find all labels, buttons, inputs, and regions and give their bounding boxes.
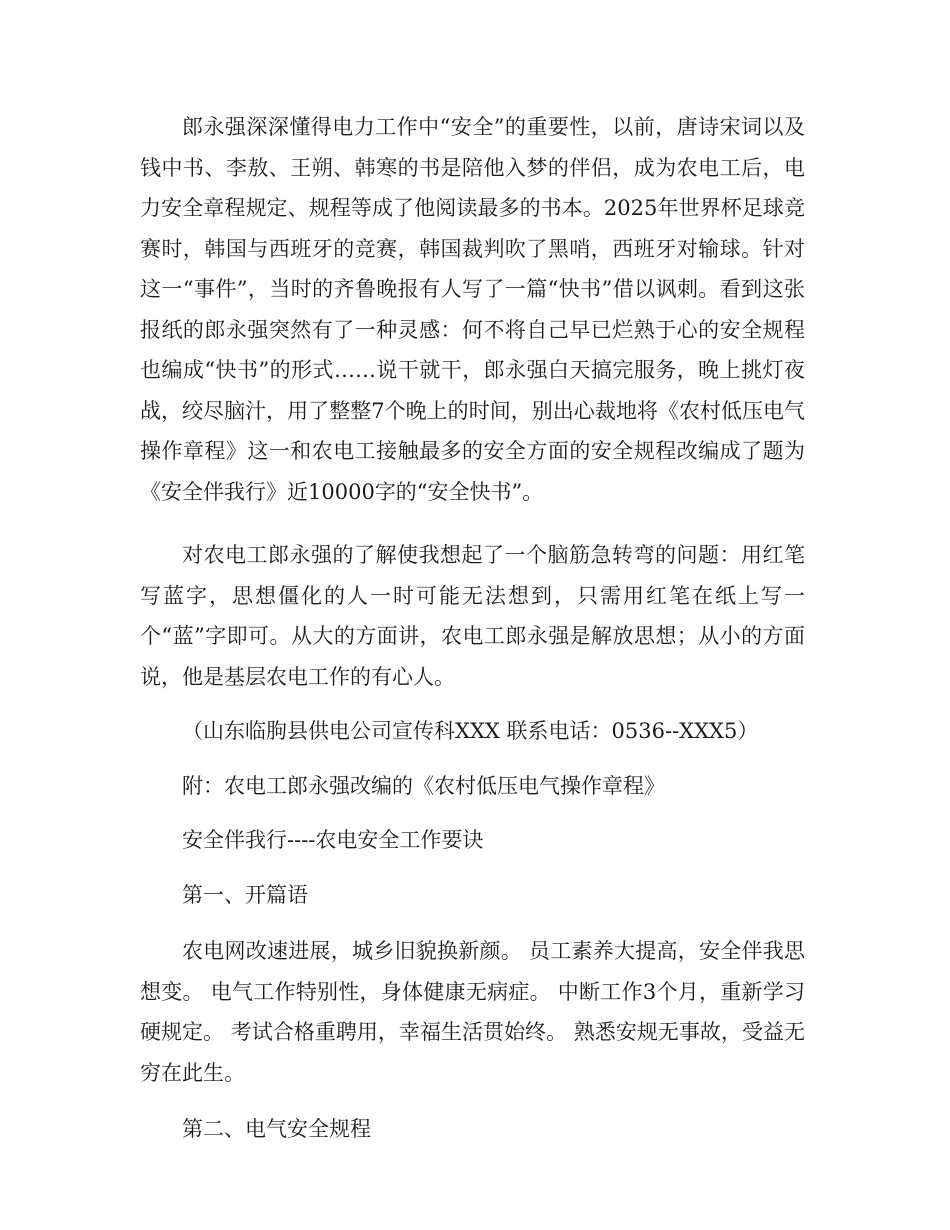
appendix-line: 附：农电工郎永强改编的《农村低压电气操作章程》 — [182, 773, 665, 798]
contact-line: （山东临朐县供电公司宣传科XXX 联系电话：0536--XXX5） — [182, 719, 759, 743]
section-heading-1: 第一、开篇语 — [182, 882, 308, 907]
document-body — [140, 107, 805, 1150]
body-paragraph-1: 郎永强深深懂得电力工作中“安全”的重要性，以前，唐诗宋词以及钱中书、李敖、王朔、韩寒的书是陪他入梦的伴侣，成为农电工后，电力安全章程规定、规程等成了他阅读最多的书本。2025年世界杯足球竞赛时，韩国与西班牙的竞赛，韩国裁判吹了黑哨，西班牙对输球。针对这一“事件”，当时的齐鲁晚报有人写了一篇“快书”借以讽刺。看到这张报纸的郎永强突然有了一种灵感：何不将自己早已烂熟于心的安全规程也编成“快书”的形式……说干就干，郎永强白天搞完服务，晚上挑灯夜战，绞尽脑汁，用了整整7个晚上的时间，别出心裁地将《农村低压电气操作章程》这一和农电工接触最多的安全方面的安全规程改编成了题为《安全伴我行》近10000字的“安全快书”。 — [140, 115, 805, 504]
body-paragraph-2: 对农电工郎永强的了解使我想起了一个脑筋急转弯的问题：用红笔写蓝字，思想僵化的人一时可能无法想到，只需用红笔在纸上写一个“蓝”字即可。从大的方面讲，农电工郎永强是解放思想；从小的方面说，他是基层农电工作的有心人。 — [140, 543, 805, 689]
section-heading-2: 第二、电气安全规程 — [182, 1117, 371, 1141]
section-body-1: 农电网改速进展，城乡旧貌换新颜。 员工素养大提高，安全伴我思想变。 电气工作特别性，身体健康无病症。 中断工作3个月，重新学习硬规定。 考试合格重聘用，幸福生活贯始终。 熟悉安规无事故，受益无穷在此生。 — [140, 939, 805, 1085]
subtitle: 安全伴我行----农电安全工作要诀 — [182, 828, 484, 852]
